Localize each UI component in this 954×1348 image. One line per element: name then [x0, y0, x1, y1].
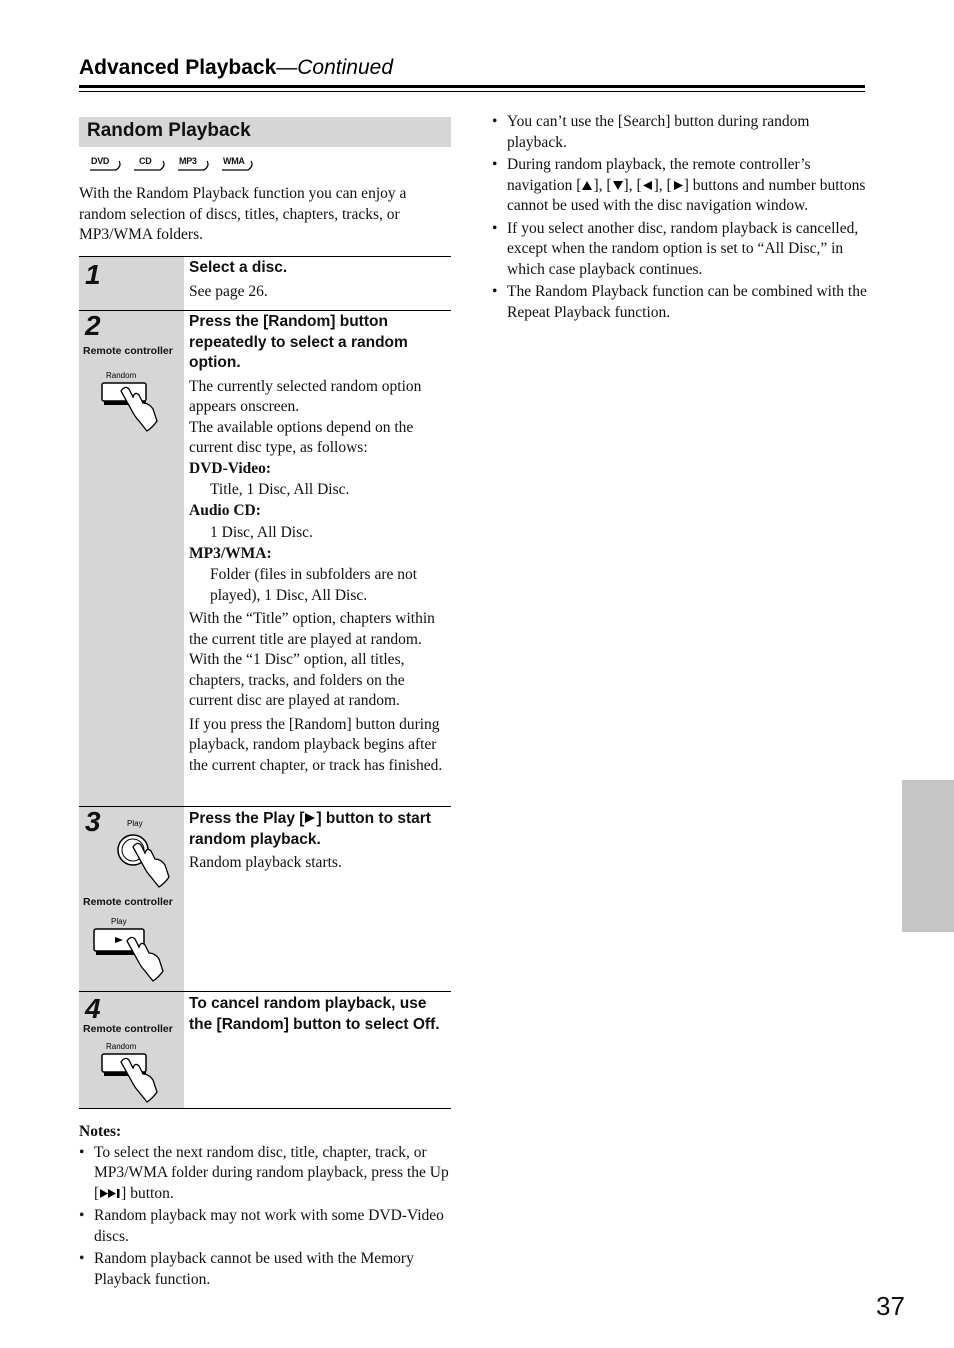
step-heading: Select a disc.	[189, 259, 288, 276]
option-type-mp3: MP3/WMA:	[189, 544, 272, 562]
note-item: • Random playback cannot be used with the Memory Playback function.	[79, 1250, 414, 1288]
note-item: • To select the next random disc, title, chapter, track, or MP3/WMA folder during random playback, press the Up [ ] button.	[79, 1143, 449, 1202]
page-header	[79, 56, 865, 80]
step-1	[79, 256, 451, 311]
up-arrow-icon	[581, 180, 593, 191]
step-number: 2	[85, 310, 101, 341]
note-item: • The Random Playback function can be combined with the Repeat Playback function.	[492, 283, 867, 321]
step-body: With the “Title” option, chapters within the current title are played at random. With the “1 Disc” option, all titles, chapters, tracks, and folders on the current disc are played at random.	[189, 610, 435, 709]
notes-title: Notes:	[79, 1123, 122, 1140]
header-continued: —Continued	[276, 56, 394, 79]
svg-text:Random: Random	[106, 1042, 137, 1051]
step-body: Random playback starts.	[189, 854, 342, 871]
down-arrow-icon	[612, 180, 624, 191]
steps-table-bottom-rule	[79, 1108, 451, 1109]
wma-badge-icon: WMA	[220, 153, 256, 175]
right-column-notes	[492, 112, 867, 325]
step-number: 1	[85, 259, 101, 290]
step-2	[79, 310, 451, 807]
step-number: 4	[85, 993, 101, 1024]
page-number: 37	[876, 1291, 905, 1321]
svg-text:Random: Random	[106, 371, 137, 380]
section-title-bar	[79, 117, 451, 147]
random-button-press-icon	[99, 1040, 159, 1108]
note-item: • You can’t use the [Search] button during random playback.	[492, 113, 810, 151]
step-heading: Press the Play [ ] button to start random playback.	[189, 810, 431, 848]
svg-text:Play: Play	[111, 917, 127, 926]
option-value-mp3: Folder (files in subfolders are not played), 1 Disc, All Disc.	[210, 566, 418, 604]
remote-controller-label: Remote controller	[83, 345, 173, 357]
cd-badge-icon: CD	[132, 153, 168, 175]
header-rule-thick	[79, 85, 865, 88]
step-body: See page 26.	[189, 282, 268, 300]
chapter-side-tab	[902, 780, 954, 932]
step-4	[79, 991, 451, 1109]
svg-text:Play: Play	[127, 819, 143, 828]
section-title: Random Playback	[87, 120, 251, 141]
option-type-cd: Audio CD:	[189, 501, 261, 519]
step-1-sidebar	[79, 257, 184, 311]
remote-controller-label: Remote controller	[83, 896, 173, 908]
right-arrow-icon	[672, 180, 684, 191]
step-body: The currently selected random option appears onscreen.	[189, 377, 422, 415]
note-item: • Random playback may not work with some DVD-Video discs.	[79, 1207, 444, 1245]
step-2-sidebar	[79, 311, 184, 807]
play-button-press-icon	[115, 817, 175, 889]
option-type-dvd: DVD-Video:	[189, 459, 272, 477]
random-button-press-icon	[99, 369, 159, 437]
option-value-dvd: Title, 1 Disc, All Disc.	[210, 481, 350, 498]
note-item: • If you select another disc, random playback is cancelled, except when the random option is set to “All Disc,” in which case playback continues.	[492, 219, 859, 278]
next-skip-icon	[99, 1188, 121, 1199]
remote-play-button-press-icon	[91, 915, 171, 985]
step-4-sidebar	[79, 992, 184, 1109]
intro-paragraph: With the Random Playback function you can enjoy a random selection of discs, titles, chapters, tracks, or MP3/WMA folders.	[79, 185, 407, 243]
remote-controller-label: Remote controller	[83, 1023, 173, 1035]
header-rule-thin	[79, 91, 865, 92]
step-heading: Press the [Random] button repeatedly to select a random option.	[189, 313, 408, 371]
left-arrow-icon	[642, 180, 654, 191]
mp3-badge-icon: MP3	[176, 153, 212, 175]
step-heading: To cancel random playback, use the [Random] button to select Off.	[189, 995, 440, 1033]
note-item: • During random playback, the remote controller’s navigation [ ], [ ], [ ], [ ] buttons and number buttons cannot be used with the disc navigation window.	[492, 156, 866, 214]
option-value-cd: 1 Disc, All Disc.	[210, 524, 313, 541]
play-triangle-icon	[304, 812, 316, 824]
step-number: 3	[85, 806, 101, 837]
step-body: The available options depend on the current disc type, as follows:	[189, 418, 414, 456]
dvd-badge-icon: DVD	[88, 153, 124, 175]
header-title: Advanced Playback	[79, 56, 277, 79]
step-body: If you press the [Random] button during playback, random playback begins after the current chapter, or track has finished.	[189, 715, 443, 774]
notes-section	[79, 1122, 451, 1292]
step-3-sidebar	[79, 807, 184, 992]
step-3	[79, 806, 451, 992]
